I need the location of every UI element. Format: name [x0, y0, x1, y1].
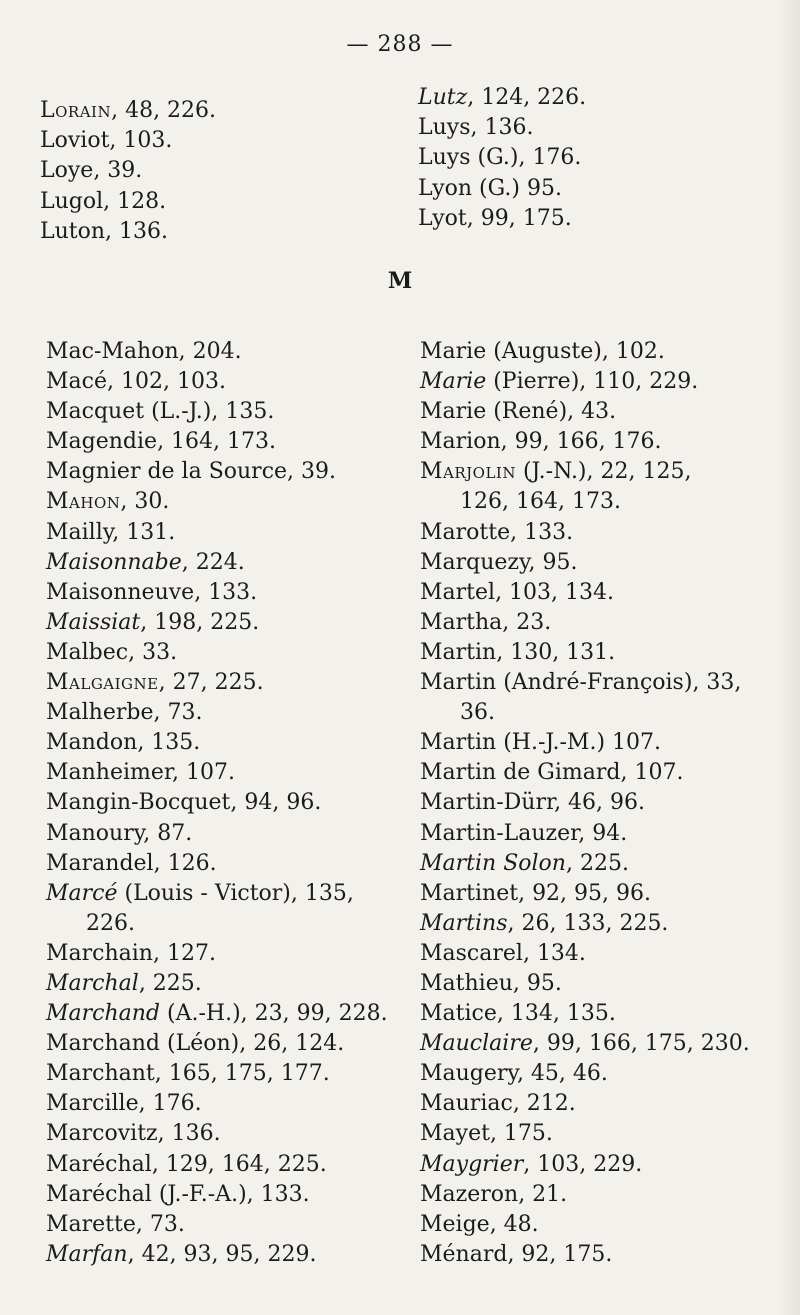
entry-pages: , 129, 164, 225. [151, 1151, 327, 1177]
index-entry [46, 1089, 388, 1119]
index-entry [46, 367, 388, 397]
index-entry [46, 1059, 388, 1089]
entry-pages: , 135. [137, 730, 201, 756]
entry-pages: , 33. [128, 639, 178, 665]
index-entry [40, 217, 216, 247]
entry-pages: , 103, 229. [523, 1151, 643, 1177]
entry-pages: (Louis - Victor), 135, [117, 880, 354, 906]
entry-pages: , 176. [518, 145, 582, 171]
entry-pages: , 198, 225. [140, 609, 260, 635]
entry-pages: (A.-H.), 23, 99, 228. [160, 1001, 388, 1027]
entry-pages: , 107. [172, 760, 236, 786]
entry-name: Luton [40, 218, 106, 244]
entry-pages: , 224. [181, 549, 245, 575]
entry-name: Mandon [46, 730, 138, 756]
index-entry [420, 518, 750, 548]
entry-pages: , 39. [93, 158, 143, 184]
index-entry [420, 969, 750, 999]
entry-pages: 126, 164, 173. [460, 489, 621, 515]
index-entry [46, 1150, 388, 1180]
index-entry [420, 337, 750, 367]
entry-pages: , 225. [565, 850, 629, 876]
entry-name: Luys (G.) [418, 145, 519, 171]
entry-pages: , 136. [105, 218, 169, 244]
entry-pages: , 30. [120, 489, 170, 515]
index-entry [418, 113, 586, 143]
entry-name: Marette [46, 1211, 136, 1237]
entry-name: Marchand [46, 1001, 161, 1027]
index-entry [420, 1059, 750, 1089]
entry-pages: 95. [520, 175, 562, 201]
entry-name: Martin Solon [420, 850, 566, 876]
entry-pages: , 99, 166, 175, 230. [532, 1031, 750, 1057]
entry-name: Martinet [420, 880, 519, 906]
entry-pages: , 39. [287, 459, 337, 485]
entry-name: Marotte [420, 519, 511, 545]
entry-pages: , 27, 225. [158, 670, 264, 696]
index-entry [40, 126, 216, 156]
entry-name: Mahon [46, 489, 121, 515]
entry-name: Mathieu [420, 970, 513, 996]
entry-name: Marcovitz [46, 1121, 158, 1147]
index-entry [40, 96, 216, 126]
entry-pages: , 128. [103, 188, 167, 214]
entry-name: Lutz [418, 85, 468, 110]
entry-name: Marchant [46, 1061, 155, 1087]
index-entry [420, 1180, 750, 1210]
index-entry [420, 1210, 750, 1240]
entry-name: Marie (René) [420, 399, 568, 425]
entry-pages: , 133. [246, 1181, 310, 1207]
entry-pages: , 23. [502, 609, 552, 635]
index-entry [418, 83, 586, 113]
entry-name: Magnier de la Source [46, 459, 288, 485]
entry-name: Martins [420, 910, 508, 936]
entry-name: Loviot [40, 128, 110, 154]
index-entry [420, 1089, 750, 1119]
index-entry [40, 156, 216, 186]
entry-name: Macé [46, 369, 107, 395]
index-entry [46, 1210, 388, 1240]
entry-pages: , 212. [512, 1091, 576, 1117]
entry-pages: , 131. [112, 519, 176, 545]
entry-name: Manheimer [46, 760, 173, 786]
entry-pages: , 126. [153, 850, 217, 876]
entry-pages: , 225. [138, 970, 202, 996]
index-entry [420, 548, 750, 578]
entry-pages: , 26, 133, 225. [507, 910, 669, 936]
index-entry [420, 668, 750, 698]
entry-pages: , 134, 135. [496, 1001, 616, 1027]
entry-name: Malbec [46, 639, 129, 665]
index-entry [40, 187, 216, 217]
entry-name: Maugery [420, 1061, 517, 1087]
entry-name: Marandel [46, 850, 154, 876]
entry-name: Marquezy [420, 549, 529, 575]
entry-name: Luys [418, 115, 471, 141]
entry-name: Mascarel [420, 940, 523, 966]
entry-name: Marfan [46, 1241, 128, 1267]
index-entry [420, 849, 750, 879]
entry-name: Marie [420, 369, 487, 395]
index-entry [46, 578, 388, 608]
entry-name: Marjolin [420, 459, 516, 485]
index-entry [420, 1029, 750, 1059]
index-entry [46, 879, 388, 909]
entry-pages: , 43. [567, 399, 617, 425]
entry-pages: , 94. [578, 820, 628, 846]
index-entry [46, 548, 388, 578]
index-entry [420, 367, 750, 397]
entry-name: Maisonnabe [46, 549, 182, 575]
index-column-top-right [418, 83, 586, 234]
index-entry [420, 397, 750, 427]
entry-name: Mangin-Bocquet [46, 790, 231, 816]
entry-name: Macquet (L.-J.) [46, 399, 212, 425]
page-number: — 288 — [346, 32, 454, 57]
entry-pages: , 103, 134. [495, 579, 615, 605]
index-entry [46, 1180, 388, 1210]
entry-name: Martin-Lauzer [420, 820, 579, 846]
entry-name: Maissiat [46, 609, 141, 635]
entry-name: Manoury [46, 820, 144, 846]
entry-pages: , 136. [157, 1121, 221, 1147]
entry-pages: , 87. [143, 820, 193, 846]
index-entry [46, 999, 388, 1029]
entry-pages: (Pierre), 110, 229. [486, 369, 699, 395]
index-entry [420, 909, 750, 939]
entry-pages: , 73. [135, 1211, 185, 1237]
index-entry [46, 969, 388, 999]
entry-name: Martin-Dürr [420, 790, 555, 816]
entry-pages: , 133. [194, 579, 258, 605]
index-entry-continuation [46, 909, 388, 939]
index-column-left [46, 337, 388, 1270]
entry-pages: , 133. [510, 519, 574, 545]
index-entry [46, 1029, 388, 1059]
entry-pages: , 94, 96. [230, 790, 322, 816]
entry-name: Malgaigne [46, 670, 159, 696]
entry-name: Lorain [40, 98, 112, 123]
entry-pages: 36. [460, 700, 495, 726]
index-entry [420, 638, 750, 668]
entry-name: Malherbe [46, 700, 154, 726]
entry-pages: 226. [86, 910, 135, 936]
entry-name: Maisonneuve [46, 579, 195, 605]
entry-name: Ménard [420, 1241, 508, 1267]
entry-pages: (J.-N.), 22, 125, [515, 459, 692, 485]
index-entry [46, 758, 388, 788]
index-entry-continuation [420, 487, 750, 517]
index-entry [46, 1119, 388, 1149]
entry-pages: , 103. [109, 128, 173, 154]
index-entry [46, 1240, 388, 1270]
index-entry [46, 427, 388, 457]
entry-pages: , 130, 131. [496, 639, 616, 665]
entry-pages: , 102. [601, 339, 665, 364]
entry-name: Mayet [420, 1121, 490, 1147]
entry-pages: , 165, 175, 177. [154, 1061, 330, 1087]
index-entry [46, 819, 388, 849]
index-entry [420, 1150, 750, 1180]
index-entry [46, 788, 388, 818]
index-entry [420, 608, 750, 638]
entry-pages: , 73. [153, 700, 203, 726]
entry-pages: , 21. [518, 1181, 568, 1207]
entry-name: Marie (Auguste) [420, 339, 602, 364]
index-entry [420, 728, 750, 758]
index-entry [420, 427, 750, 457]
index-entry [46, 728, 388, 758]
entry-pages: , 124, 226. [467, 85, 587, 110]
entry-name: Lyon (G.) [418, 175, 521, 201]
entry-name: Martin [420, 639, 497, 665]
entry-name: Meige [420, 1211, 490, 1237]
entry-name: Marcille [46, 1091, 139, 1117]
entry-pages: , 204. [178, 339, 242, 364]
entry-name: Martel [420, 579, 496, 605]
entry-name: Lugol [40, 188, 104, 214]
index-entry [46, 457, 388, 487]
entry-pages: , 102, 103. [106, 369, 226, 395]
entry-name: Marchain [46, 940, 153, 966]
index-column-top-left [40, 96, 216, 247]
index-entry [46, 337, 388, 367]
entry-name: Mac-Mahon [46, 339, 179, 364]
entry-name: Mailly [46, 519, 113, 545]
index-entry [420, 1240, 750, 1270]
index-entry [46, 638, 388, 668]
entry-name: Maréchal (J.-F.-A.) [46, 1181, 247, 1207]
entry-name: Martha [420, 609, 503, 635]
index-entry [46, 518, 388, 548]
entry-name: Marchand (Léon) [46, 1031, 240, 1057]
index-column-right [420, 337, 750, 1270]
index-entry [46, 668, 388, 698]
entry-pages: , 48, 226. [111, 98, 217, 123]
index-entry [420, 1119, 750, 1149]
entry-name: Matice [420, 1001, 497, 1027]
index-entry [46, 698, 388, 728]
entry-name: Maygrier [420, 1151, 524, 1177]
entry-name: Martin (H.-J.-M.) [420, 730, 606, 756]
entry-name: Marchal [46, 970, 139, 996]
index-entry [420, 999, 750, 1029]
entry-pages: , 135. [211, 399, 275, 425]
entry-pages: , 92, 175. [507, 1241, 613, 1267]
entry-pages: , 134. [522, 940, 586, 966]
entry-name: Mauriac [420, 1091, 513, 1117]
index-entry [418, 174, 586, 204]
entry-pages: , 107. [620, 760, 684, 786]
index-entry [420, 758, 750, 788]
index-entry [418, 143, 586, 173]
entry-pages: , 99, 175. [466, 205, 572, 231]
entry-name: Marcé [46, 880, 118, 906]
index-entry [420, 879, 750, 909]
index-entry [46, 608, 388, 638]
entry-name: Marion [420, 429, 501, 455]
entry-pages: , 136. [470, 115, 534, 141]
entry-name: Martin de Gimard [420, 760, 621, 786]
page-edge-shadow [778, 0, 800, 1315]
entry-name: Martin (André-François) [420, 670, 693, 696]
entry-pages: , 26, 124. [239, 1031, 345, 1057]
entry-name: Magendie [46, 429, 158, 455]
index-entry [420, 457, 750, 487]
index-entry [420, 939, 750, 969]
index-entry [46, 849, 388, 879]
index-entry-continuation [420, 698, 750, 728]
entry-pages: 107. [605, 730, 662, 756]
index-entry [420, 578, 750, 608]
entry-pages: , 46, 96. [554, 790, 646, 816]
entry-pages: , 99, 166, 176. [500, 429, 662, 455]
entry-pages: , 95. [528, 549, 578, 575]
entry-name: Mauclaire [420, 1031, 533, 1057]
entry-pages: , 176. [138, 1091, 202, 1117]
entry-pages: , 175. [489, 1121, 553, 1147]
entry-name: Loye [40, 158, 94, 184]
index-entry [420, 788, 750, 818]
entry-pages: , 95. [512, 970, 562, 996]
entry-pages: , 127. [152, 940, 216, 966]
section-letter: M [387, 268, 413, 294]
entry-pages: , 164, 173. [157, 429, 277, 455]
index-entry [46, 397, 388, 427]
entry-pages: , 92, 95, 96. [518, 880, 652, 906]
entry-name: Lyot [418, 205, 467, 231]
entry-pages: , 48. [489, 1211, 539, 1237]
index-entry [46, 487, 388, 517]
entry-name: Maréchal [46, 1151, 152, 1177]
index-entry [46, 939, 388, 969]
entry-pages: , 42, 93, 95, 229. [127, 1241, 317, 1267]
entry-pages: , 33, [692, 670, 742, 696]
entry-pages: , 45, 46. [516, 1061, 608, 1087]
entry-name: Mazeron [420, 1181, 519, 1207]
index-entry [420, 819, 750, 849]
index-entry [418, 204, 586, 234]
